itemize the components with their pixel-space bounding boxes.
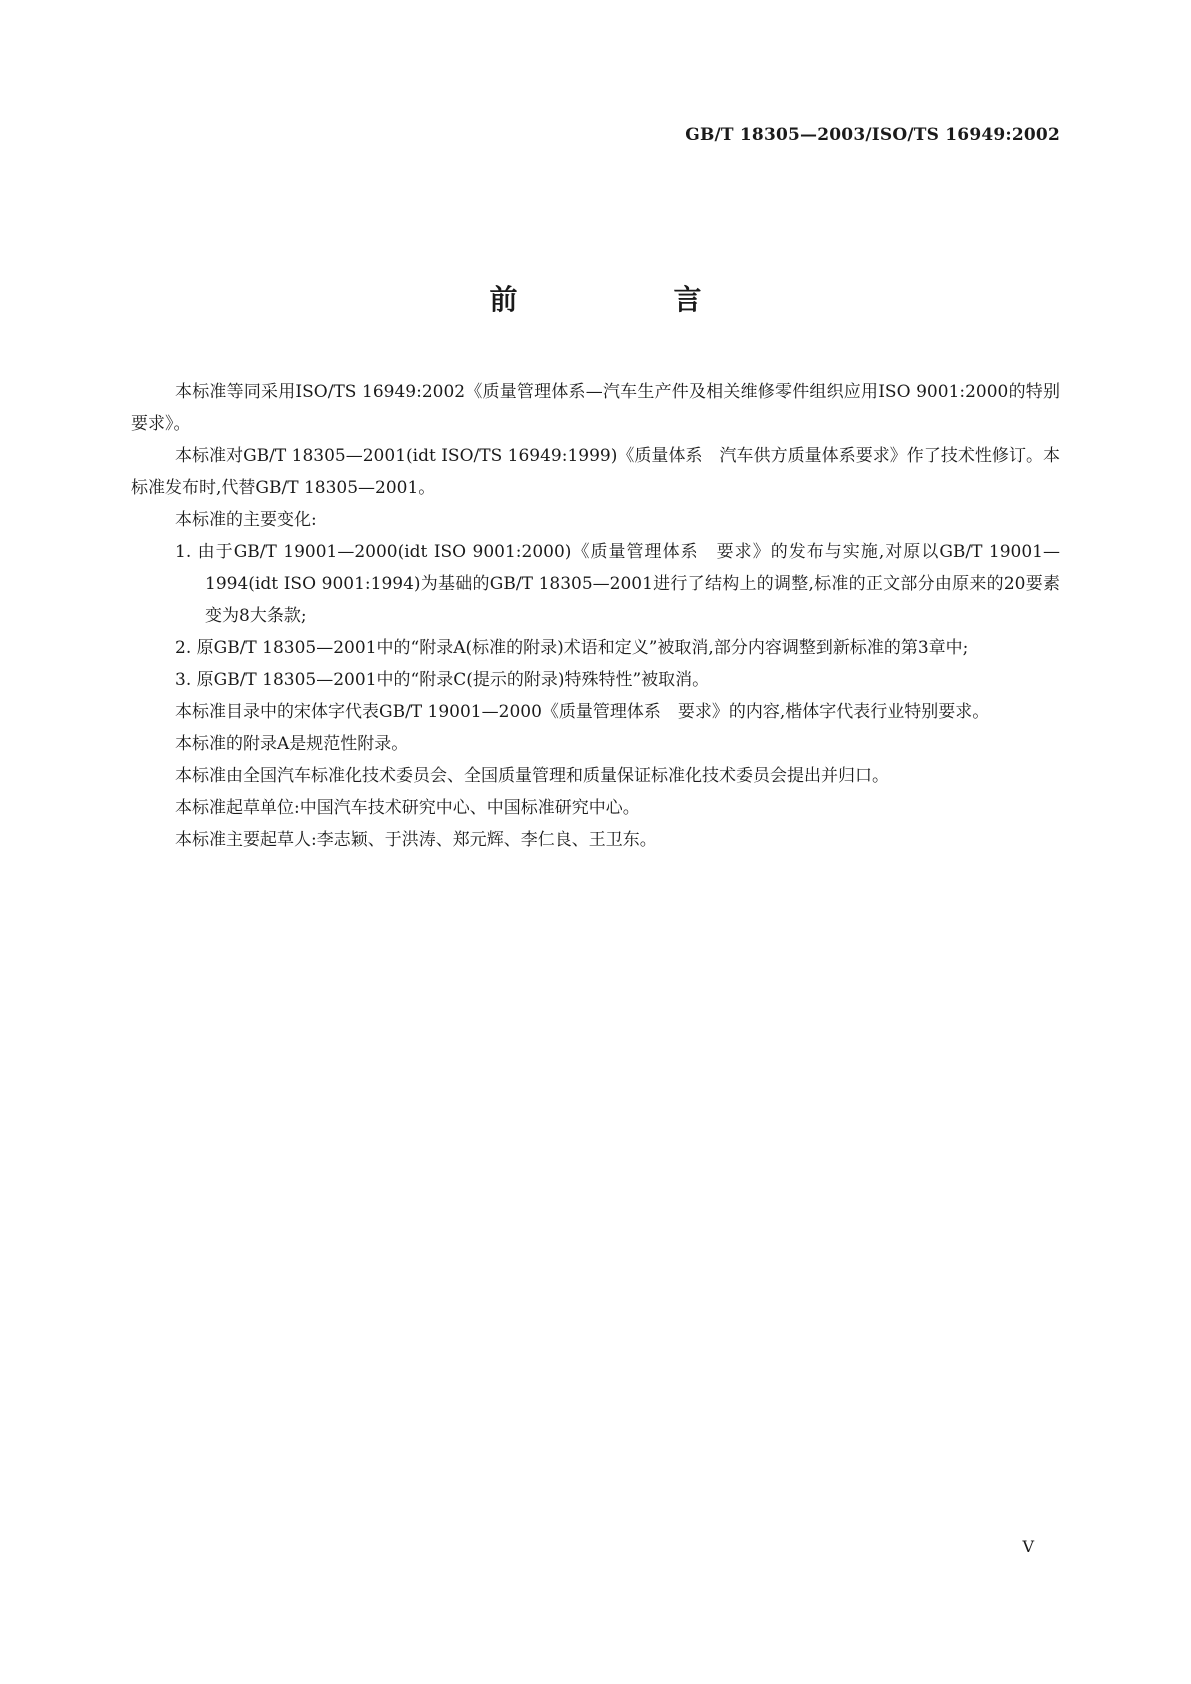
list-item-change-3: 3. 原GB/T 18305—2001中的“附录C(提示的附录)特殊特性”被取消。	[175, 670, 710, 690]
paragraph-changes-intro: 本标准的主要变化:	[175, 510, 317, 530]
foreword-body	[131, 376, 1060, 856]
paragraph-annex: 本标准的附录A是规范性附录。	[175, 734, 409, 754]
list-item-change-1: 1. 由于GB/T 19001—2000(idt ISO 9001:2000)《质量管理体系 要求》的发布与实施,对原以GB/T 19001—1994(idt ISO 9001:1994)为基础的GB/T 18305—2001进行了结构上的调整,标准的正文部分由原来的20要素变为8大条款;	[175, 542, 1060, 626]
list-item-change-2: 2. 原GB/T 18305—2001中的“附录A(标准的附录)术语和定义”被取消,部分内容调整到新标准的第3章中;	[175, 638, 969, 658]
paragraph-revision: 本标准对GB/T 18305—2001(idt ISO/TS 16949:1999)《质量体系 汽车供方质量体系要求》作了技术性修订。本标准发布时,代替GB/T 18305—2001。	[131, 446, 1060, 498]
paragraph-drafters: 本标准主要起草人:李志颖、于洪涛、郑元辉、李仁良、王卫东。	[175, 830, 657, 850]
page-title: 前 言	[489, 283, 766, 316]
paragraph-adoption: 本标准等同采用ISO/TS 16949:2002《质量管理体系—汽车生产件及相关维修零件组织应用ISO 9001:2000的特别要求》。	[131, 382, 1060, 434]
paragraph-drafting-units: 本标准起草单位:中国汽车技术研究中心、中国标准研究中心。	[175, 798, 640, 818]
page-number: V	[1022, 1537, 1034, 1556]
paragraph-font-convention: 本标准目录中的宋体字代表GB/T 19001—2000《质量管理体系 要求》的内容,楷体字代表行业特别要求。	[175, 702, 990, 722]
standard-code-header: GB/T 18305—2003/ISO/TS 16949:2002	[685, 125, 1060, 145]
paragraph-proposer: 本标准由全国汽车标准化技术委员会、全国质量管理和质量保证标准化技术委员会提出并归口。	[175, 766, 889, 786]
